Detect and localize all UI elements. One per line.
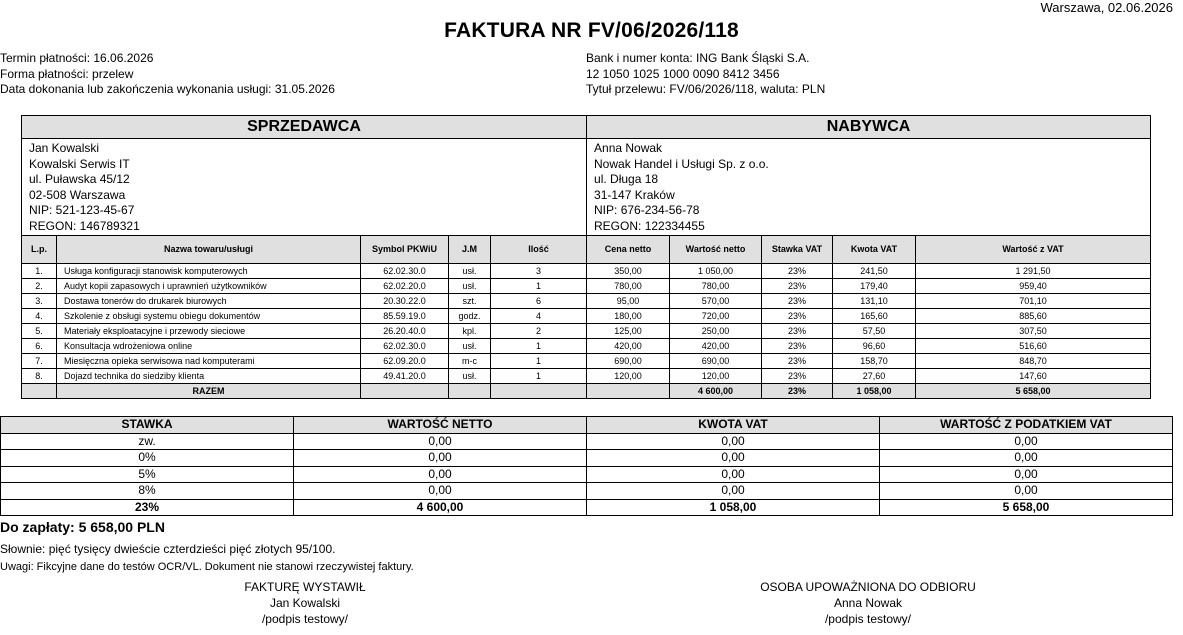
vat-cell: 0,00: [880, 466, 1173, 483]
table-cell: usł.: [449, 279, 491, 294]
table-cell: 180,00: [587, 309, 670, 324]
table-cell: 23%: [762, 354, 833, 369]
table-cell: 27,60: [833, 369, 916, 384]
table-cell: 701,10: [916, 294, 1151, 309]
receiver-role: OSOBA UPOWAŻNIONA DO ODBIORU: [760, 580, 976, 594]
service-date: Data dokonania lub zakończenia wykonania usługi: 31.05.2026: [0, 82, 335, 96]
bank-name: Bank i numer konta: ING Bank Śląski S.A.: [586, 51, 810, 65]
vat-row: [1, 466, 1173, 483]
vat-cell: 0,00: [587, 450, 880, 467]
table-cell: Dojazd technika do siedziby klienta: [57, 369, 361, 384]
bank-info: [586, 51, 825, 98]
table-cell: Audyt kopii zapasowych i uprawnień użytkowników: [57, 279, 361, 294]
table-cell: 120,00: [587, 369, 670, 384]
table-cell: Usługa konfiguracji stanowisk komputerowych: [57, 264, 361, 279]
table-cell: 131,10: [833, 294, 916, 309]
table-cell: 95,00: [587, 294, 670, 309]
vat-cell: 0,00: [294, 450, 587, 467]
receiver-signature: [718, 579, 1018, 627]
table-row: [22, 294, 1151, 309]
table-cell: usł.: [449, 264, 491, 279]
table-cell: 49.41.20.0: [361, 369, 449, 384]
col-header: Stawka VAT: [762, 236, 833, 264]
col-header: J.M: [449, 236, 491, 264]
table-cell: 125,00: [587, 324, 670, 339]
buyer-regon: REGON: 122334455: [594, 218, 705, 233]
table-cell: kpl.: [449, 324, 491, 339]
place-date: Warszawa, 02.06.2026: [1040, 0, 1173, 15]
table-cell: 23%: [762, 264, 833, 279]
table-cell: 241,50: [833, 264, 916, 279]
vat-row: [1, 450, 1173, 467]
table-cell: Materiały eksploatacyjne i przewody sieciowe: [57, 324, 361, 339]
table-cell: 23%: [762, 339, 833, 354]
vat-cell: 0,00: [880, 483, 1173, 500]
table-cell: 2.: [22, 279, 57, 294]
seller-city: 02-508 Warszawa: [29, 187, 126, 202]
table-cell: 8.: [22, 369, 57, 384]
vat-cell: 5%: [1, 466, 294, 483]
table-cell: 780,00: [670, 279, 762, 294]
buyer-heading: NABYWCA: [587, 116, 1151, 139]
seller-company: Kowalski Serwis IT: [29, 156, 130, 171]
table-cell: 62.02.20.0: [361, 279, 449, 294]
table-cell: 959,40: [916, 279, 1151, 294]
table-cell: 690,00: [587, 354, 670, 369]
table-cell: 23%: [762, 294, 833, 309]
table-cell: Szkolenie z obsługi systemu obiegu dokumentów: [57, 309, 361, 324]
amount-to-pay: Do zapłaty: 5 658,00 PLN: [0, 519, 165, 535]
table-row: [22, 354, 1151, 369]
table-cell: 3: [491, 264, 587, 279]
transfer-title: Tytuł przelewu: FV/06/2026/118, waluta: PLN: [586, 82, 826, 96]
vat-col-header: WARTOŚĆ Z PODATKIEM VAT: [880, 417, 1173, 434]
col-header: Wartość netto: [670, 236, 762, 264]
table-cell: 158,70: [833, 354, 916, 369]
receiver-name: Anna Nowak: [833, 596, 903, 610]
table-cell: 26.20.40.0: [361, 324, 449, 339]
vat-cell: 0,00: [587, 466, 880, 483]
col-header: Nazwa towaru/usługi: [57, 236, 361, 264]
table-cell: 570,00: [670, 294, 762, 309]
issuer-signature: [155, 579, 455, 627]
vat-cell: 1 058,00: [587, 499, 880, 516]
table-cell: 1 050,00: [670, 264, 762, 279]
buyer-street: ul. Długa 18: [594, 172, 659, 186]
invoice-title: FAKTURA NR FV/06/2026/118: [444, 19, 739, 42]
vat-row: [1, 483, 1173, 500]
table-cell: 1: [491, 369, 587, 384]
total-gross: 5 658,00: [916, 384, 1151, 399]
table-cell: 23%: [762, 279, 833, 294]
seller-name: Jan Kowalski: [29, 141, 100, 155]
seller-street: ul. Puławska 45/12: [29, 172, 130, 186]
col-header: Wartość z VAT: [916, 236, 1151, 264]
table-row: [22, 324, 1151, 339]
table-cell: 516,60: [916, 339, 1151, 354]
table-cell: 780,00: [587, 279, 670, 294]
total-label: RAZEM: [57, 384, 361, 399]
table-cell: Dostawa tonerów do drukarek biurowych: [57, 294, 361, 309]
table-cell: 96,60: [833, 339, 916, 354]
col-header: Symbol PKWiU: [361, 236, 449, 264]
seller-nip: NIP: 521-123-45-67: [29, 203, 135, 217]
table-cell: 23%: [762, 324, 833, 339]
col-header: L.p.: [22, 236, 57, 264]
remarks: Uwagi: Fikcyjne dane do testów OCR/VL. Dokument nie stanowi rzeczywistej faktury.: [0, 561, 414, 573]
table-cell: 885,60: [916, 309, 1151, 324]
vat-cell: zw.: [1, 433, 294, 450]
table-cell: Konsultacja wdrożeniowa online: [57, 339, 361, 354]
table-cell: 4: [491, 309, 587, 324]
table-cell: 2: [491, 324, 587, 339]
vat-cell: 0,00: [294, 466, 587, 483]
table-cell: 23%: [762, 309, 833, 324]
table-cell: 1: [491, 354, 587, 369]
table-cell: szt.: [449, 294, 491, 309]
buyer-name: Anna Nowak: [594, 141, 663, 155]
col-header: Ilość: [491, 236, 587, 264]
seller-regon: REGON: 146789321: [29, 218, 140, 233]
issuer-sign: /podpis testowy/: [261, 612, 349, 626]
table-cell: usł.: [449, 339, 491, 354]
table-row: [22, 279, 1151, 294]
vat-col-header: WARTOŚĆ NETTO: [294, 417, 587, 434]
total-vat: 1 058,00: [833, 384, 916, 399]
table-cell: 23%: [762, 369, 833, 384]
table-cell: 1 291,50: [916, 264, 1151, 279]
table-cell: 62.09.20.0: [361, 354, 449, 369]
table-cell: 690,00: [670, 354, 762, 369]
vat-cell: 8%: [1, 483, 294, 500]
table-cell: usł.: [449, 369, 491, 384]
payment-method: Forma płatności: przelew: [0, 66, 134, 81]
table-cell: m-c: [449, 354, 491, 369]
col-header: Kwota VAT: [833, 236, 916, 264]
table-cell: 6.: [22, 339, 57, 354]
table-cell: 179,40: [833, 279, 916, 294]
table-cell: 62.02.30.0: [361, 264, 449, 279]
table-cell: 6: [491, 294, 587, 309]
table-cell: 1: [491, 339, 587, 354]
vat-cell: 0,00: [294, 433, 587, 450]
table-cell: 62.02.30.0: [361, 339, 449, 354]
vat-cell: 0,00: [587, 483, 880, 500]
table-cell: 848,70: [916, 354, 1151, 369]
seller-heading: SPRZEDAWCA: [22, 116, 587, 139]
vat-cell: 5 658,00: [880, 499, 1173, 516]
table-cell: 120,00: [670, 369, 762, 384]
buyer-nip: NIP: 676-234-56-78: [594, 203, 700, 217]
vat-row: [1, 499, 1173, 516]
total-rate: 23%: [762, 384, 833, 399]
table-row: [22, 264, 1151, 279]
table-cell: 165,60: [833, 309, 916, 324]
vat-cell: 0%: [1, 450, 294, 467]
buyer-details: [587, 139, 1151, 236]
vat-cell: 23%: [1, 499, 294, 516]
buyer-city: 31-147 Kraków: [594, 187, 675, 202]
vat-col-header: STAWKA: [1, 417, 294, 434]
table-cell: 1.: [22, 264, 57, 279]
vat-col-header: KWOTA VAT: [587, 417, 880, 434]
payment-due-date: Termin płatności: 16.06.2026: [0, 51, 154, 65]
issuer-role: FAKTURĘ WYSTAWIŁ: [244, 580, 366, 594]
vat-cell: 0,00: [587, 433, 880, 450]
table-cell: 420,00: [587, 339, 670, 354]
items-total-row: [22, 384, 1151, 399]
table-cell: godz.: [449, 309, 491, 324]
receiver-sign: /podpis testowy/: [824, 612, 912, 626]
table-row: [22, 369, 1151, 384]
table-cell: 250,00: [670, 324, 762, 339]
table-cell: 350,00: [587, 264, 670, 279]
vat-header-row: [1, 417, 1173, 434]
vat-summary-table: [0, 416, 1173, 516]
vat-cell: 0,00: [880, 450, 1173, 467]
table-cell: 420,00: [670, 339, 762, 354]
seller-details: [22, 139, 587, 236]
vat-cell: 0,00: [880, 433, 1173, 450]
table-cell: 7.: [22, 354, 57, 369]
table-cell: 4.: [22, 309, 57, 324]
table-cell: 5.: [22, 324, 57, 339]
table-cell: Miesięczna opieka serwisowa nad komputerami: [57, 354, 361, 369]
col-header: Cena netto: [587, 236, 670, 264]
table-cell: 720,00: [670, 309, 762, 324]
table-cell: 1: [491, 279, 587, 294]
table-cell: 20.30.22.0: [361, 294, 449, 309]
table-row: [22, 339, 1151, 354]
issuer-name: Jan Kowalski: [269, 596, 341, 610]
items-header-row: [22, 236, 1151, 264]
payment-terms: [0, 51, 335, 98]
table-cell: 307,50: [916, 324, 1151, 339]
table-cell: 85.59.19.0: [361, 309, 449, 324]
table-cell: 57,50: [833, 324, 916, 339]
vat-cell: 4 600,00: [294, 499, 587, 516]
bank-account: 12 1050 1025 1000 0090 8412 3456: [586, 66, 780, 81]
vat-row: [1, 433, 1173, 450]
buyer-company: Nowak Handel i Usługi Sp. z o.o.: [594, 156, 769, 171]
amount-in-words: Słownie: pięć tysięcy dwieście czterdzieści pięć złotych 95/100.: [0, 542, 336, 556]
invoice-items-table: [21, 115, 1151, 399]
total-net: 4 600,00: [670, 384, 762, 399]
vat-cell: 0,00: [294, 483, 587, 500]
table-cell: 147,60: [916, 369, 1151, 384]
table-cell: 3.: [22, 294, 57, 309]
table-row: [22, 309, 1151, 324]
